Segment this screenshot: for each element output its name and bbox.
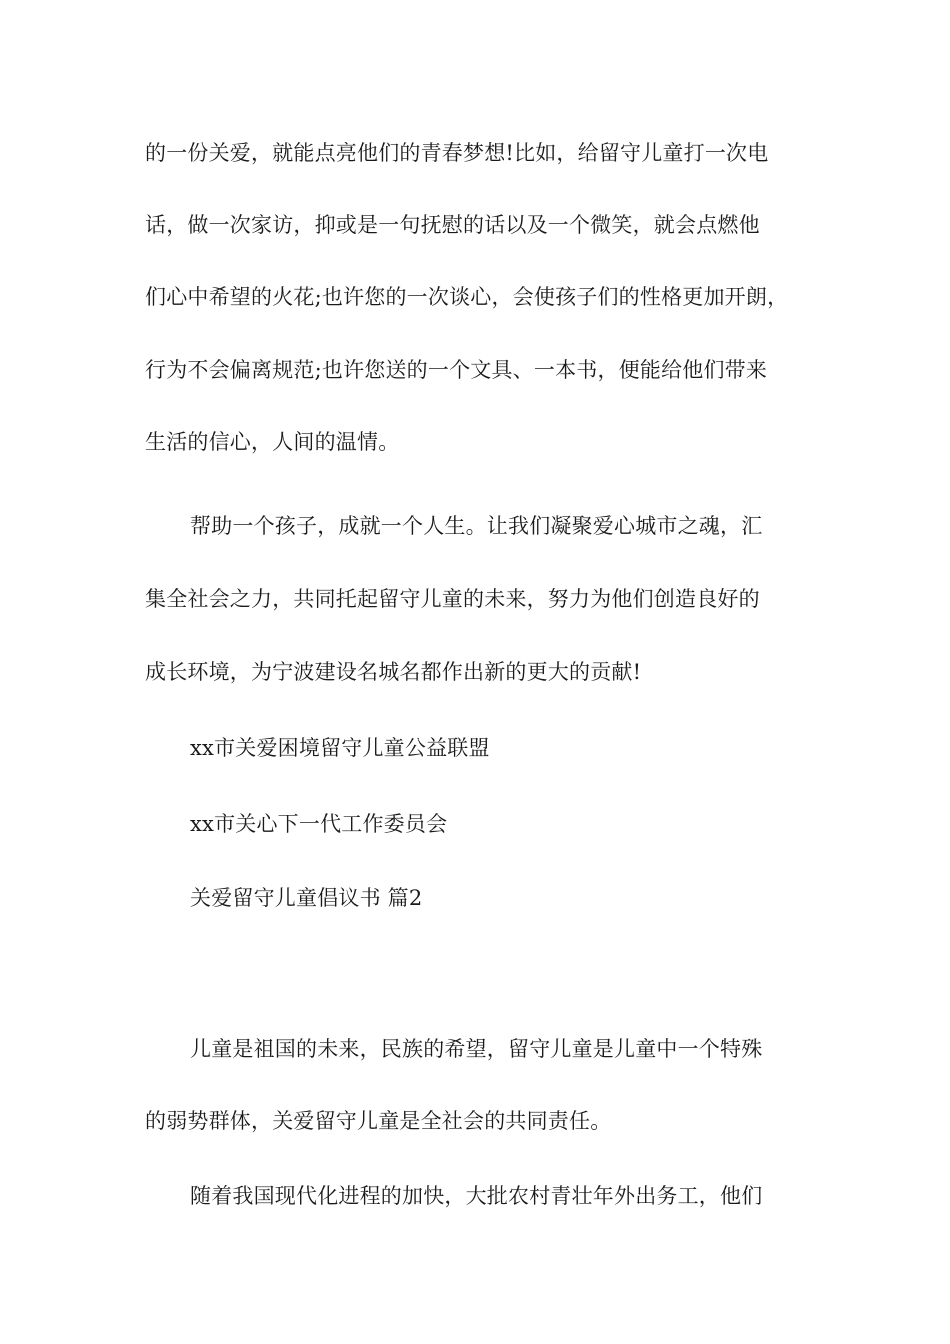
paragraph-first-line: 随着我国现代化进程的加快，大批农村青壮年外出务工，他们 — [190, 1184, 763, 1208]
body-text-line: 生活的信心，人间的温情。 — [145, 430, 400, 454]
body-text-line: 集全社会之力，共同托起留守儿童的未来，努力为他们创造良好的 — [145, 587, 760, 611]
body-text-line: 话，做一次家访，抑或是一句抚慰的话以及一个微笑，就会点燃他 — [145, 213, 760, 237]
signature-line: xx市关心下一代工作委员会 — [190, 812, 448, 836]
paragraph-first-line: 儿童是祖国的未来，民族的希望，留守儿童是儿童中一个特殊 — [190, 1037, 763, 1061]
signature-line: xx市关爱困境留守儿童公益联盟 — [190, 736, 490, 760]
section-heading: 关爱留守儿童倡议书 篇2 — [190, 886, 423, 910]
body-text-line: 的弱势群体，关爱留守儿童是全社会的共同责任。 — [145, 1109, 612, 1133]
body-text-line: 的一份关爱，就能点亮他们的青春梦想!比如，给留守儿童打一次电 — [145, 141, 769, 165]
body-text-line: 成长环境，为宁波建设名城名都作出新的更大的贡献! — [145, 660, 642, 684]
body-text-line: 们心中希望的火花;也许您的一次谈心，会使孩子们的性格更加开朗， — [145, 285, 789, 309]
body-text-line: 行为不会偏离规范;也许您送的一个文具、一本书，便能给他们带来 — [145, 358, 768, 382]
paragraph-first-line: 帮助一个孩子，成就一个人生。让我们凝聚爱心城市之魂，汇 — [190, 514, 763, 538]
